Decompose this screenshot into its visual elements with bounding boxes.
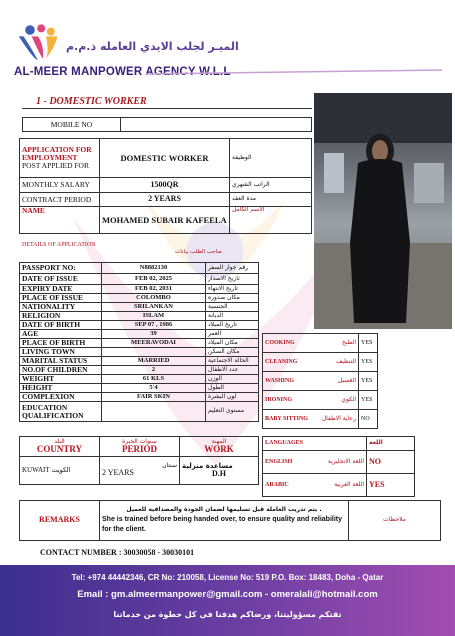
skill-label-ar: الطبخ [341,338,356,346]
personal-value: SEP 07 , 1986 [102,321,206,330]
skill-row [263,410,378,429]
personal-value: 61 KLS [102,375,206,384]
company-name-ar: الميـر لجلب الايدي العامله ذ.م.م [66,40,239,53]
personal-label: WEIGHT [20,375,102,384]
personal-label: EXPIRY DATE [20,285,102,294]
personal-label-ar: الديانة [206,312,259,321]
personal-value: MEERAVODAI [102,339,206,348]
work-cell [180,457,259,485]
period-value-ar: سنتان [162,462,177,470]
personal-value [102,402,206,422]
languages-label: LANGUAGES [265,440,304,447]
footer-email: Email : gm.almeermanpower@gmail.com - omeralali@hotmail.com [77,589,378,600]
country-header-ar: البلد [54,437,65,445]
skill-row [263,391,378,410]
mobile-label: MOBILE NO [23,118,121,132]
language-row [263,451,415,474]
skill-row [263,334,378,353]
skill-label: BABY SITTING [265,415,308,422]
period-header-en: PERIOD [121,443,157,454]
personal-label-ar: مستوى التعليم [206,402,259,422]
language-value: NO [367,451,415,474]
personal-label: MARITAL STATUS [20,357,102,366]
skill-label: WASHING [265,377,295,384]
languages-label-ar: اللغة [367,437,415,451]
language-label-cell [263,451,367,474]
personal-label: NO.OF CHILDREN [20,366,102,375]
work-header-en: WORK [204,443,234,454]
name-label-ar: الاسم الكامل [230,207,312,234]
country-value: KUWAIT [22,466,50,475]
personal-label: PLACE OF BIRTH [20,339,102,348]
skill-row [263,353,378,372]
skill-label-cell [263,353,359,372]
experience-table [19,436,259,485]
skill-value: YES [359,372,378,391]
period-header [100,437,180,457]
company-name-en: AL-MEER MANPOWER AGENCY W.L.L [14,66,231,78]
remarks-text-ar: يتم تدريب العاملة قبل تسليمها لضمان الجودة والمصداقية للعميل . [126,505,322,513]
header-swoosh [146,68,442,76]
work-value: D.H [212,468,226,478]
personal-row [20,393,259,402]
personal-label-ar: مكان الميلاد [206,339,259,348]
personal-value: MARRIED [102,357,206,366]
personal-label: DATE OF ISSUE [20,274,102,285]
skill-value: YES [359,353,378,372]
personal-label: LIVING TOWN [20,348,102,357]
personal-label: AGE [20,330,102,339]
salary-value: 1500QR [100,178,230,193]
personal-row [20,274,259,285]
personal-row [20,366,259,375]
skill-label-ar: الغسيل [337,376,356,384]
applicant-photo [314,93,452,329]
skill-value: NO [359,410,378,429]
company-logo [14,22,62,62]
section-title: 1 - DOMESTIC WORKER [36,96,147,107]
skill-label-ar: التنظيف [335,357,356,365]
skill-label-ar: رعاية الاطفال [321,414,356,422]
skill-label: COOKING [265,339,295,346]
language-label-cell [263,474,367,497]
skill-label-cell [263,334,359,353]
personal-value: N8882130 [102,263,206,274]
language-label-ar: اللغة الانجليزية [327,457,364,465]
skill-label-ar: الكوي [341,395,356,403]
personal-label-ar: تاريخ الميلاد [206,321,259,330]
languages-table [262,436,415,497]
personal-label-ar: تاريخ الاصدار [206,274,259,285]
country-cell [20,457,100,485]
personal-label-ar: رقم جواز السفر [206,263,259,274]
personal-label: PLACE OF ISSUE [20,294,102,303]
language-label: ARABIC [265,481,289,488]
skill-label: CLEANING [265,358,298,365]
personal-row [20,263,259,274]
personal-label: HEIGHT [20,384,102,393]
contract-label-ar: مدة العقد [230,193,312,207]
remarks-text-en: She is trained before being handed over, to ensure quality and reliability for the client. [102,516,342,533]
country-header-en: COUNTRY [36,443,83,454]
skill-label-cell [263,410,359,429]
personal-value: COLOMBO [102,294,206,303]
contract-label: CONTRACT PERIOD [20,193,100,207]
period-header-ar: سنوات الخبرة [122,437,157,445]
remarks-label: REMARKS [20,501,100,541]
personal-label-ar: الجنسية [206,303,259,312]
application-label-line1: APPLICATION FOR [22,145,92,155]
work-header [180,437,259,457]
personal-value: ISLAM [102,312,206,321]
personal-label-ar: مكان صدوره [206,294,259,303]
period-cell [100,457,180,485]
contact-number: CONTACT NUMBER : 30030058 - 30030101 [40,548,195,557]
details-label-ar: صاحب الطلب بيانات [175,249,222,255]
personal-label: PASSPORT NO: [20,263,102,274]
application-label-ar: الوظيفة [230,139,312,178]
language-label: ENGLISH [265,458,293,465]
personal-row [20,375,259,384]
personal-value: FAIR SKIN [102,393,206,402]
period-value: 2 YEARS [102,468,134,478]
personal-row [20,321,259,330]
personal-value: 39 [102,330,206,339]
skill-value: YES [359,391,378,410]
language-row [263,474,415,497]
personal-label-ar: الوزن [206,375,259,384]
skill-label-cell [263,391,359,410]
skills-table [262,333,378,429]
salary-label-ar: الراتب الشهري [230,178,312,193]
personal-label: DATE OF BIRTH [20,321,102,330]
language-value: YES [367,474,415,497]
contract-value: 2 YEARS [100,193,230,207]
country-header [20,437,100,457]
personal-label-ar: الحالة الاجتماعية [206,357,259,366]
personal-value [102,348,206,357]
work-header-ar: المهنة [211,437,227,445]
personal-value: 2 [102,366,206,375]
remarks-label-ar: ملاحظات [349,501,441,541]
personal-label: NATIONALITY [20,303,102,312]
personal-row [20,402,259,422]
application-label [20,139,100,178]
skill-value: YES [359,334,378,353]
application-table [19,138,312,234]
personal-label-ar: العمر [206,330,259,339]
mobile-value [121,118,312,132]
personal-value: 5'4 [102,384,206,393]
personal-label-ar: الطول [206,384,259,393]
personal-label: COMPLEXION [20,393,102,402]
personal-label-ar: عدد الاطفال [206,366,259,375]
language-label-ar: اللغة العربية [334,480,364,488]
country-value-ar: الكويت [51,466,71,475]
name-value: MOHAMED SUBAIR KAFEELA [100,207,230,234]
personal-value: FEB 02, 2031 [102,285,206,294]
work-value-ar: مساعدة منزلية [182,461,233,470]
application-label-line2: EMPLOYMENT [22,153,78,163]
personal-table [19,262,259,422]
remarks-table [19,500,441,541]
personal-label-ar: تاريخ الانتهاء [206,285,259,294]
details-label: DETAILS OF APPLICATION [22,242,96,248]
footer-line1: Tel: +974 44442346, CR No: 210058, License No: 519 P.O. Box: 18483, Doha - Qatar [71,573,384,582]
personal-label-ar: مكان السكن [206,348,259,357]
mobile-table [22,117,312,132]
personal-value: FEB 02, 2025 [102,274,206,285]
footer-bar [0,565,455,636]
name-label: NAME [20,207,100,234]
skill-label-cell [263,372,359,391]
salary-label: MONTHLY SALARY [20,178,100,193]
languages-label-cell [263,437,367,451]
footer-slogan-ar: تقتكم مسؤوليتنا، ورضاكم هدفنا في كل خطوة من خدماتنا [113,610,342,619]
remarks-content [100,501,349,541]
application-value: DOMESTIC WORKER [100,139,230,178]
personal-label-ar: لون البشرة [206,393,259,402]
personal-label: RELIGION [20,312,102,321]
application-label-line3: POST APPLIED FOR [22,160,89,170]
personal-label: EDUCATION QUALIFICATION [20,402,102,422]
section-divider [22,108,312,109]
skill-label: IRONING [265,396,293,403]
personal-value: SRILANKAN [102,303,206,312]
skill-row [263,372,378,391]
